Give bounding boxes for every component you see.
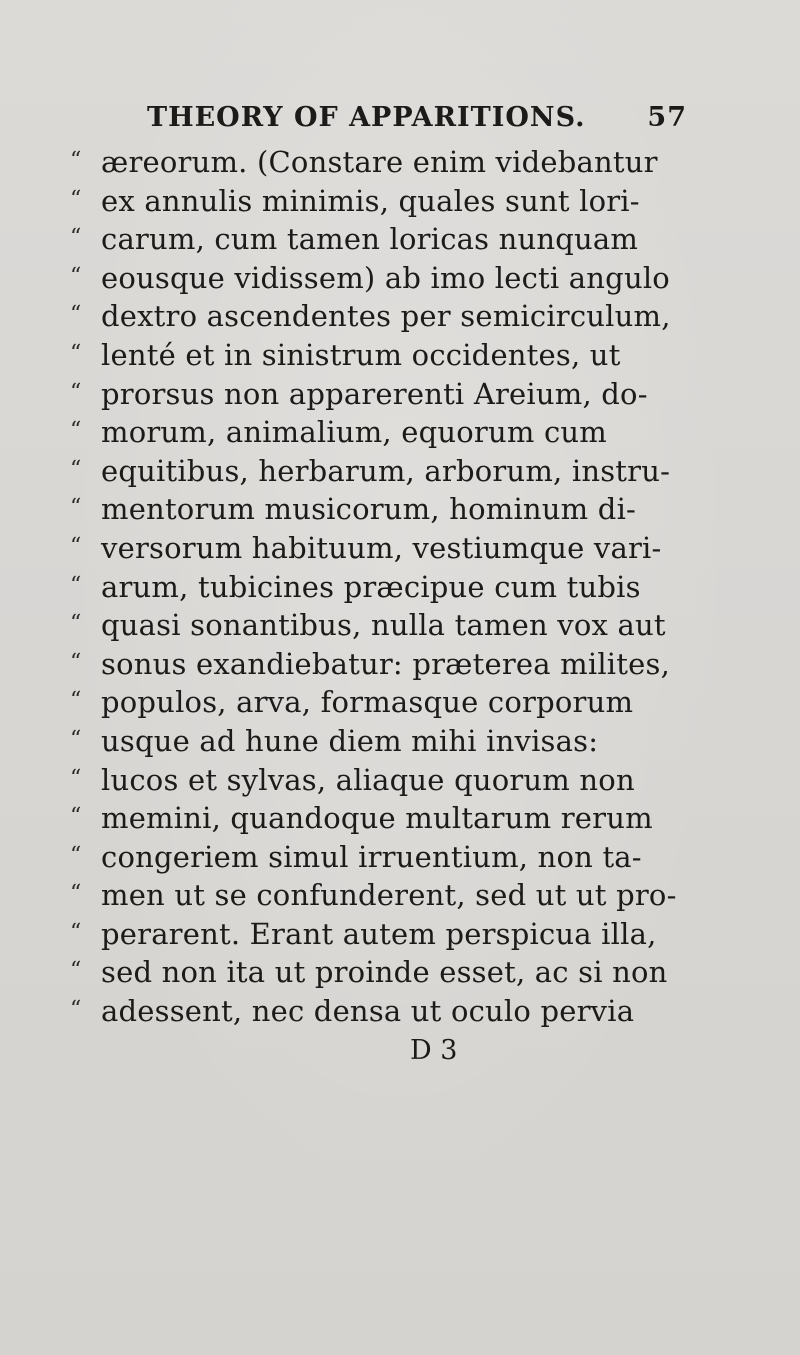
text-line: [0, 917, 800, 956]
quotation-mark: “: [70, 688, 82, 714]
quotation-mark: “: [70, 958, 82, 984]
quotation-mark: “: [70, 148, 82, 173]
quotation-mark: “: [70, 726, 82, 752]
line-text: prorsus non apparerenti Areium, do-: [101, 376, 648, 411]
line-text: lenté et in sinistrum occidentes, ut: [101, 337, 621, 372]
line-text: perarent. Erant autem perspicua illa,: [101, 916, 657, 951]
quotation-mark: “: [70, 379, 82, 405]
text-line: [0, 994, 800, 1033]
quotation-mark: “: [70, 495, 82, 521]
quotation-mark: “: [70, 340, 82, 366]
line-text: versorum habituum, vestiumque vari-: [101, 530, 662, 565]
text-line: [0, 801, 800, 840]
text-line: [0, 454, 800, 493]
page-header: [147, 102, 687, 142]
text-line: [0, 145, 800, 184]
line-text: sed non ita ut proinde esset, ac si non: [101, 955, 668, 990]
quotation-mark: “: [70, 842, 82, 868]
quotation-mark: “: [70, 997, 82, 1023]
line-text: arum, tubicines præcipue cum tubis: [101, 569, 641, 604]
quotation-mark: “: [70, 533, 82, 559]
line-text: congeriem simul irruentium, non ta-: [101, 839, 642, 874]
text-line: [0, 531, 800, 570]
text-line: [0, 724, 800, 763]
line-text: dextro ascendentes per semicirculum,: [101, 299, 671, 334]
page-number: 57: [647, 102, 687, 133]
text-line: [0, 184, 800, 223]
line-text: usque ad hune diem mihi invisas:: [101, 723, 599, 758]
line-text: equitibus, herbarum, arborum, instru-: [101, 453, 671, 488]
line-text: quasi sonantibus, nulla tamen vox aut: [101, 608, 666, 643]
quotation-mark: “: [70, 611, 82, 637]
quotation-mark: “: [70, 263, 82, 289]
line-text: memini, quandoque multarum rerum: [101, 801, 653, 836]
quotation-mark: “: [70, 919, 82, 945]
text-line: [0, 377, 800, 416]
text-line: [0, 338, 800, 377]
line-text: carum, cum tamen loricas nunquam: [101, 222, 639, 257]
text-line: [0, 878, 800, 917]
body-text: [0, 145, 800, 1033]
quotation-mark: “: [70, 765, 82, 791]
quotation-mark: “: [70, 456, 82, 482]
quotation-mark: “: [70, 225, 82, 251]
quotation-mark: “: [70, 302, 82, 328]
text-line: [0, 261, 800, 300]
line-text: adessent, nec densa ut oculo pervia: [101, 994, 635, 1029]
quotation-mark: “: [70, 186, 82, 212]
line-text: morum, animalium, equorum cum: [101, 415, 607, 450]
quotation-mark: “: [70, 881, 82, 907]
text-line: [0, 222, 800, 261]
quotation-mark: “: [70, 418, 82, 444]
line-text: sonus exandiebatur: præterea milites,: [101, 646, 670, 681]
line-text: ex annulis minimis, quales sunt lori-: [101, 183, 640, 218]
line-text: men ut se confunderent, sed ut ut pro-: [101, 878, 677, 913]
text-line: [0, 840, 800, 879]
text-line: [0, 955, 800, 994]
line-text: lucos et sylvas, aliaque quorum non: [101, 762, 635, 797]
line-text: populos, arva, formasque corporum: [101, 685, 634, 720]
text-line: [0, 608, 800, 647]
signature-mark: D 3: [410, 1035, 458, 1066]
text-line: [0, 570, 800, 609]
text-line: [0, 492, 800, 531]
text-line: [0, 763, 800, 802]
text-line: [0, 685, 800, 724]
line-text: ærеorum. (Constare enim videbantur: [101, 145, 658, 179]
text-line: [0, 647, 800, 686]
text-line: [0, 299, 800, 338]
text-line: [0, 415, 800, 454]
running-title: THEORY OF APPARITIONS.: [147, 102, 586, 133]
quotation-mark: “: [70, 804, 82, 830]
line-text: eousque vidissem) ab imo lecti angulo: [101, 260, 670, 295]
line-text: mentorum musicorum, hominum di-: [101, 492, 637, 527]
quotation-mark: “: [70, 649, 82, 675]
quotation-mark: “: [70, 572, 82, 598]
